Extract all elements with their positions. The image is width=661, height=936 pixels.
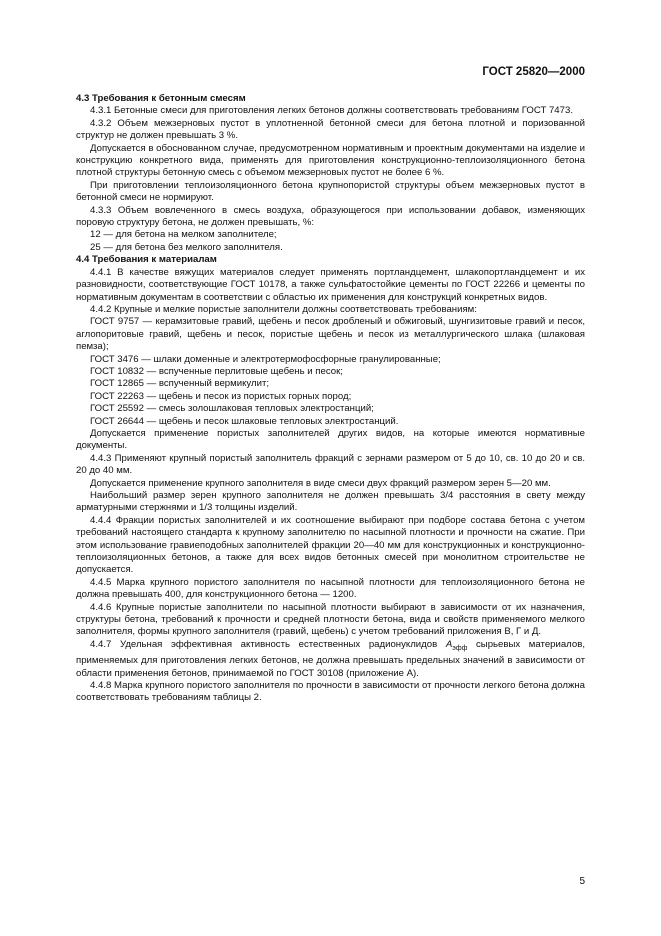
standard-item: ГОСТ 12865 — вспученный вермикулит; bbox=[90, 378, 270, 390]
list-item: 25 — для бетона без мелкого заполнителя. bbox=[90, 241, 283, 253]
text-run: сырьевых материалов, применяемых для приготовления легких бетонов, не должна превышать предельных значений в зависимости от области применения бетонов, принимаемой по ГОСТ 30108 (приложение А). bbox=[76, 638, 585, 679]
paragraph-4-4-4: 4.4.4 Фракции пористых заполнителей и их соотношение выбирают при подборе состава бетона с учетом требований настоящего стандарта к крупному заполнителю по насыпной плотности и прочности на сжатие. При этом использование гравиеподобных заполнителей фракции 20—40 мм для конструкционных и конструкционно-теплоизоляционных бетонов, а также для всех видов бетонных смесей при монолитном строительстве не допускается. bbox=[76, 514, 585, 576]
paragraph-4-4-2: 4.4.2 Крупные и мелкие пористые заполнители должны соответствовать требованиям: bbox=[90, 303, 477, 315]
paragraph-4-4-3: 4.4.3 Применяют крупный пористый заполнитель фракций с зернами размером от 5 до 10, св. 10 до 20 и св. 20 до 40 мм. bbox=[76, 452, 585, 477]
page-number: 5 bbox=[579, 876, 585, 887]
paragraph-4-3-2: 4.3.2 Объем межзерновых пустот в уплотненной бетонной смеси для бетона плотной и поризованной структур не должен превышать 3 %. bbox=[76, 117, 585, 142]
document-id: ГОСТ 25820—2000 bbox=[482, 66, 585, 78]
text-run: 4.4.7 Удельная эффективная активность естественных радионуклидов bbox=[90, 638, 446, 650]
paragraph-4-3-1: 4.3.1 Бетонные смеси для приготовления легких бетонов должны соответствовать требованиям ГОСТ 7473. bbox=[90, 105, 573, 117]
standard-item: ГОСТ 25592 — смесь золошлаковая тепловых электростанций; bbox=[90, 403, 374, 415]
paragraph-4-3-2-b: Допускается в обоснованном случае, предусмотренном нормативным и проектным документами на изделие и конструкцию конкретного вида, применять для приготовления конструкционно-теплоизоляционного бетона плотной структуры бетонную смесь с объемом межзерновых пустот не более 6 %. bbox=[76, 142, 585, 179]
paragraph-4-4-7 bbox=[76, 639, 585, 680]
symbol-a: A bbox=[445, 638, 453, 650]
standard-item: ГОСТ 9757 — керамзитовые гравий, щебень и песок дробленый и обжиговый, шунгизитовые гравий и песок, аглопоритовые гравий, щебень и песок, пористые щебень и песок из металлургического шлака (шлаковая пемза); bbox=[76, 316, 585, 353]
standard-item: ГОСТ 3476 — шлаки доменные и электротермофосфорные гранулированные; bbox=[90, 353, 441, 365]
paragraph-4-4-5: 4.4.5 Марка крупного пористого заполнителя по насыпной плотности для теплоизоляционного бетона не должна превышать 400, для конструкционного бетона — 1200. bbox=[76, 576, 585, 601]
paragraph-4-3-2-c: При приготовлении теплоизоляционного бетона крупнопористой структуры объем межзерновых пустот в бетонной смеси не нормируют. bbox=[76, 179, 585, 204]
paragraph-4-4-2-note: Допускается применение пористых заполнителей других видов, на которые имеются нормативные документы. bbox=[76, 427, 585, 452]
paragraph-4-4-8: 4.4.8 Марка крупного пористого заполнителя по прочности в зависимости от прочности легкого бетона должна соответствовать требованиям таблицы 2. bbox=[76, 680, 585, 704]
section-heading-4-4: 4.4 Требования к материалам bbox=[76, 254, 217, 266]
paragraph-4-3-3: 4.3.3 Объем вовлеченного в смесь воздуха, образующегося при использовании добавок, изменяющих поровую структуру бетона, не должен превышать, %: bbox=[76, 204, 585, 229]
paragraph-4-4-1: 4.4.1 В качестве вяжущих материалов следует применять портландцемент, шлакопортландцемент и их разновидности, соответствующие ГОСТ 10178, а также сульфатостойкие цементы по ГОСТ 22266 и цементы по нормативным документам в соответствии с областью их применения для конструкций конкретных видов. bbox=[76, 266, 585, 303]
page-content bbox=[76, 93, 585, 705]
section-heading-4-3: 4.3 Требования к бетонным смесям bbox=[76, 93, 246, 104]
list-item: 12 — для бетона на мелком заполнителе; bbox=[90, 229, 277, 241]
standard-item: ГОСТ 10832 — вспученные перлитовые щебень и песок; bbox=[90, 365, 343, 377]
standard-item: ГОСТ 22263 — щебень и песок из пористых горных пород; bbox=[90, 390, 352, 402]
standard-item: ГОСТ 26644 — щебень и песок шлаковые тепловых электростанций. bbox=[90, 415, 399, 427]
paragraph-4-4-3-b: Допускается применение крупного заполнителя в виде смеси двух фракций размером зерен 5—20 мм. bbox=[90, 477, 551, 489]
paragraph-4-4-6: 4.4.6 Крупные пористые заполнители по насыпной плотности выбирают в зависимости от их назначения, структуры бетона, требований к прочности и средней плотности бетона, вида и свойств применяемого мелкого заполнителя, формы крупного заполнителя (гравий, щебень) с учетом требований приложения В, Г и Д. bbox=[76, 601, 585, 638]
paragraph-4-4-3-c: Наибольший размер зерен крупного заполнителя не должен превышать 3/4 расстояния в свету между арматурными стержнями и 1/3 толщины изделий. bbox=[76, 490, 585, 514]
symbol-subscript: эфф bbox=[452, 644, 468, 652]
